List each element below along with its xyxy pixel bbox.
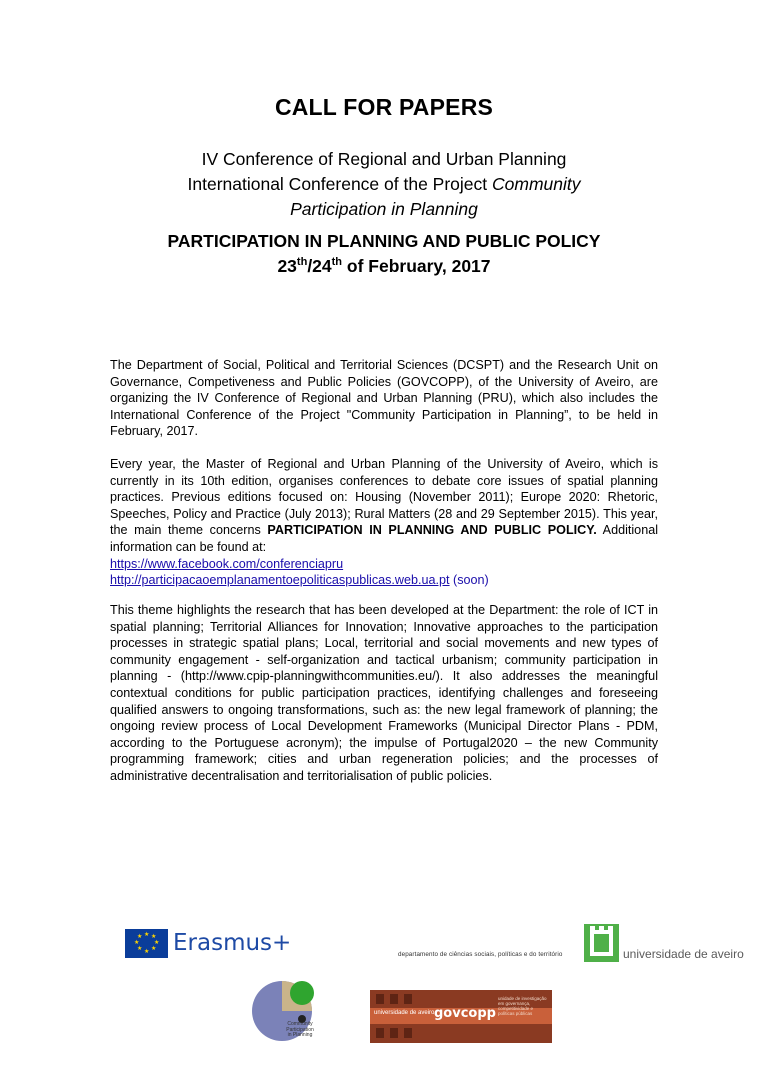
- conference-subtitle: [0, 147, 768, 222]
- cpip-text-line-1: Community: [287, 1021, 313, 1027]
- cpip-text-line-3: in Planning: [287, 1032, 313, 1038]
- cpip-text-line-2: Participation: [286, 1026, 314, 1033]
- date-suffix-2: th: [331, 256, 343, 269]
- paragraph-themes: This theme highlights the research that has been developed at the Department: the role of ICT in spatial planning; Territorial Alliances for Innovation; Innovative approaches to the participation processes in strategic spatial plans; Local, territorial and social movements and new types of community engagement - self-organization and tactical urbanism; community participation in planning - (http://www.cpip-planningwithcommunities.eu/). It also addresses the meaningful contextual conditions for public participation practices, identifying challenges and foreseeing qualified answers to ongoing transformations, such as: the new legal framework of planning; the ongoing review process of Local Development Frameworks (Municipal Director Plans - PDM, according to the Portuguese acronym); the impulse of Portugal2020 – the new Community programming framework; cities and urban regeneration policies; and the processes of administrative decentralisation and territorialisation of public policies.: [110, 603, 658, 783]
- page-title: CALL FOR PAPERS: [274, 94, 494, 120]
- subtitle-line-3: [0, 197, 768, 222]
- theme-title: PARTICIPATION IN PLANNING AND PUBLIC POLICY: [167, 231, 601, 251]
- ua-logo-text: universidade de aveiro: [623, 947, 744, 961]
- govcopp-name: govcopp: [434, 1006, 496, 1021]
- govcopp-tagline: unidade de investigação em governança, competitividade e políticas públicas: [498, 996, 547, 1016]
- eu-flag-icon: ★ ★ ★ ★ ★ ★ ★ ★: [125, 929, 168, 958]
- subtitle-line-1: IV Conference of Regional and Urban Planning: [201, 149, 567, 169]
- conference-date: [0, 254, 768, 279]
- subtitle-line-3-italic: Participation in Planning: [290, 199, 478, 219]
- govcopp-logo: [370, 990, 552, 1043]
- ua-castle-icon: [584, 924, 619, 962]
- subtitle-line-2-prefix: International Conference of the Project: [187, 174, 492, 194]
- history-text: Every year, the Master of Regional and Urban Planning of the University of Aveiro, which is currently in its 10th edition, organises conferences to debate core issues of spatial planning practices. Previous editions focused on: Housing (November 2011); Europe 2020: Rhetoric, Speeches, Policy and Practice (July 2013); Rural Matters (28 and 29 September 2015). This year, the main theme concerns: [110, 457, 658, 538]
- date-suffix-1: th: [296, 256, 308, 269]
- govcopp-ua-text: universidade de aveiro: [374, 1010, 435, 1016]
- ua-mark-icon: [584, 924, 619, 962]
- date-day-2: /24: [307, 256, 332, 276]
- date-day-1: 23: [277, 256, 297, 276]
- paragraph-intro: The Department of Social, Political and Territorial Sciences (DCSPT) and the Research Unit on Governance, Competiveness and Public Policies (GOVCOPP), of the University of Aveiro, are organizing the IV Conference of Regional and Urban Planning (PRU), which also includes the International Conference of the Project "Community Participation in Planning”, to be held in February, 2017.: [110, 358, 658, 439]
- cpip-logo-text: [280, 1022, 320, 1039]
- paragraph-history: [110, 456, 658, 589]
- website-note: (soon): [449, 573, 489, 588]
- website-link[interactable]: http://participacaoemplanamentoepoliticaspublicas.web.ua.pt: [110, 573, 450, 588]
- subtitle-line-2-italic: Community: [492, 174, 581, 194]
- date-month-year: of February, 2017: [342, 256, 491, 276]
- subtitle-line-2: [0, 172, 768, 197]
- history-theme-bold: PARTICIPATION IN PLANNING AND PUBLIC POLICY.: [267, 523, 597, 538]
- dcspt-logo: departamento de ciências sociais, políticas e do território: [398, 951, 563, 958]
- erasmus-logo: Erasmus+: [173, 930, 292, 956]
- history-tail: Additional information can be found at:: [110, 523, 658, 554]
- facebook-link[interactable]: https://www.facebook.com/conferenciapru: [110, 556, 344, 571]
- conference-theme: [0, 229, 768, 279]
